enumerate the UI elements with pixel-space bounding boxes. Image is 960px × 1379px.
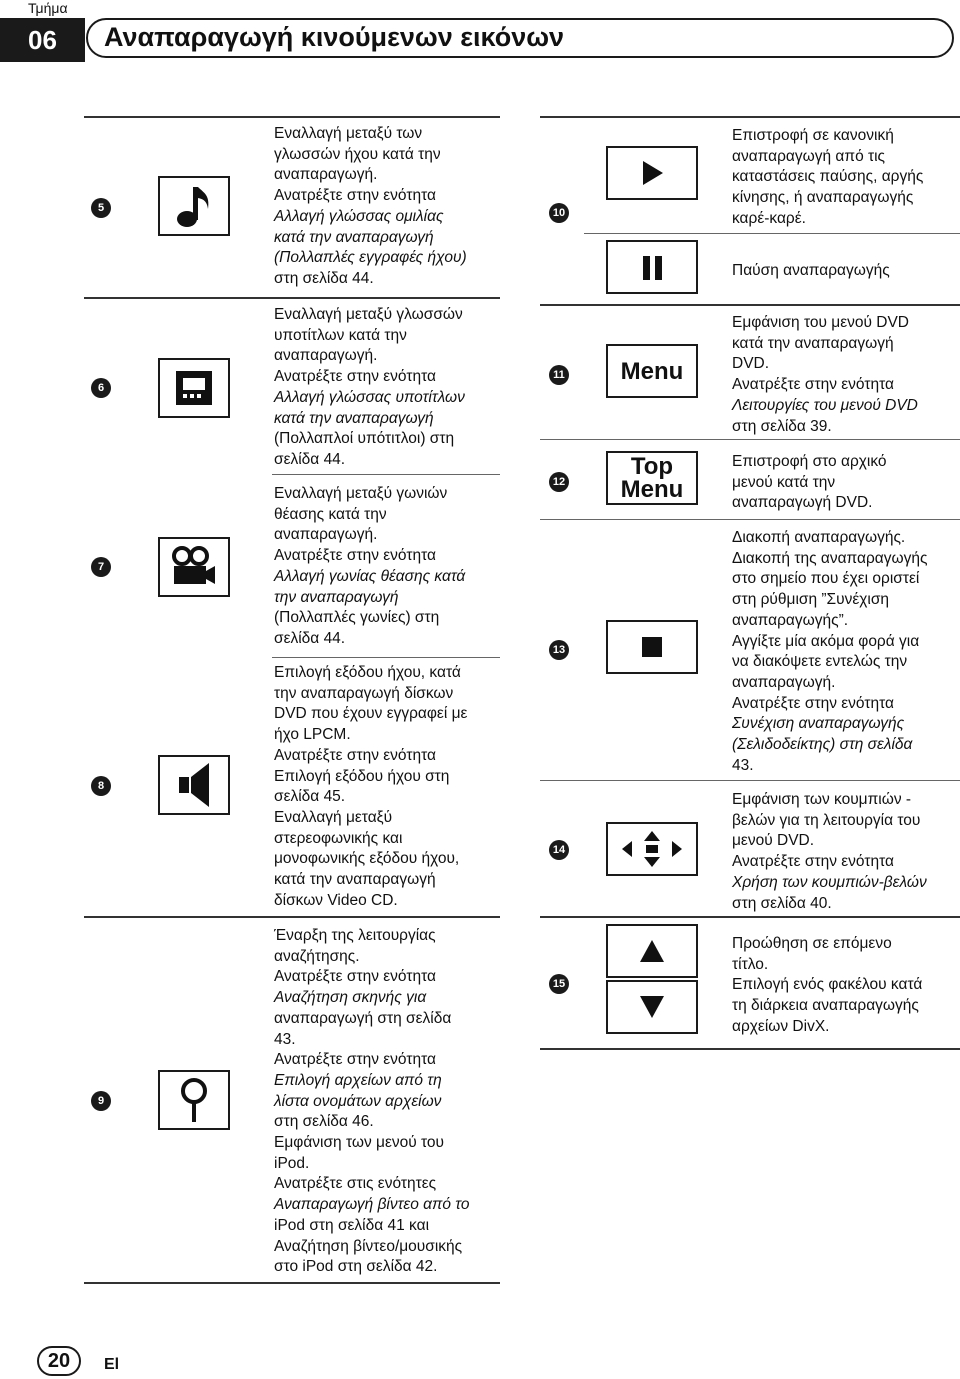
description-line: Προώθηση σε επόμενο	[732, 935, 892, 952]
description-line: στη σελίδα 44.	[274, 269, 374, 287]
down-arrow-icon[interactable]	[606, 980, 698, 1034]
description-line: γλωσσών ήχου κατά την	[274, 145, 441, 163]
row-number-badge: 5	[91, 198, 111, 218]
left-sub-rule	[272, 657, 500, 658]
row-description	[274, 926, 470, 1278]
description-line: Εμφάνιση του μενού DVD	[732, 314, 909, 331]
description-line: (Πολλαπλές γωνίες) στη	[274, 609, 440, 627]
description-line: κατά την αναπαραγωγή	[274, 409, 434, 427]
description-line: θέασης κατά την	[274, 505, 387, 523]
right-top-rule	[540, 116, 960, 118]
description-line: Αναζήτηση σκηνής για	[274, 989, 427, 1007]
page-number: 20	[37, 1346, 81, 1376]
description-line: σελίδα 44.	[274, 629, 346, 647]
description-line: Εμφάνιση των μενού του	[274, 1134, 445, 1152]
description-line: (Σελιδοδείκτης) στη σελίδα	[732, 736, 913, 754]
description-line: Ανατρέξτε στην ενότητα	[732, 853, 894, 871]
description-line: στη σελίδα 40.	[732, 894, 832, 912]
description-line: Εναλλαγή μεταξύ	[274, 808, 393, 826]
row-description	[732, 261, 890, 282]
search-magnifier-icon	[158, 1070, 230, 1130]
left-bottom-rule	[84, 1282, 500, 1284]
section-label: Τμήμα	[28, 0, 68, 16]
description-line: Αναπαραγωγή βίντεο από το	[274, 1196, 470, 1214]
description-line: Αλλαγή γλώσσας υποτίτλων	[274, 388, 465, 406]
row-number-badge: 10	[549, 203, 569, 223]
description-line: στη σελίδα 39.	[732, 417, 832, 435]
description-line: κατά την αναπαραγωγή	[732, 334, 894, 352]
row-number-badge: 8	[91, 776, 111, 796]
description-line: στο iPod στη σελίδα 42.	[274, 1258, 438, 1276]
description-line: μενού DVD.	[732, 832, 815, 850]
speaker-icon	[158, 755, 230, 815]
top-menu-icon[interactable]	[606, 451, 698, 505]
description-line: την αναπαραγωγή δίσκων	[274, 684, 454, 702]
description-line: Ανατρέξτε στην ενότητα	[274, 968, 436, 986]
description-line: Ανατρέξτε στην ενότητα	[274, 187, 436, 205]
description-line: την αναπαραγωγή	[274, 588, 399, 606]
row-description	[732, 934, 922, 1038]
description-line: Εναλλαγή μεταξύ των	[274, 125, 423, 142]
description-line: Επιλογή εξόδου ήχου, κατά	[274, 664, 461, 681]
row-number-badge: 14	[549, 840, 569, 860]
description-line: σελίδα 44.	[274, 450, 346, 468]
description-line: DVD.	[732, 355, 770, 373]
description-line: 43.	[732, 756, 754, 774]
menu-icon-label: Menu	[620, 357, 684, 385]
description-line: λίστα ονομάτων αρχείων	[274, 1092, 442, 1110]
row-description	[274, 663, 467, 911]
description-line: Επιλογή αρχείων από τη	[274, 1071, 442, 1089]
description-line: στη ρύθμιση ”Συνέχιση	[732, 591, 890, 609]
arrow-keys-icon[interactable]	[606, 822, 698, 876]
left-row-rule	[84, 916, 500, 918]
right-row-rule	[540, 439, 960, 440]
left-sub-rule	[272, 474, 500, 475]
top-menu-icon-label: Top Menu	[620, 453, 684, 503]
description-line: Παύση αναπαραγωγής	[732, 262, 890, 279]
description-line: Αλλαγή γλώσσας ομιλίας	[274, 207, 444, 225]
row-number-badge: 7	[91, 557, 111, 577]
description-line: Αναζήτηση βίντεο/μουσικής	[274, 1237, 463, 1255]
description-line: αναζήτησης.	[274, 947, 360, 965]
row-number-badge: 12	[549, 472, 569, 492]
row-description	[732, 528, 927, 776]
row-description	[274, 305, 465, 471]
description-line: μονοφωνικής εξόδου ήχου,	[274, 850, 460, 868]
description-line: Διακοπή της αναπαραγωγής	[732, 549, 928, 567]
row-description	[732, 452, 887, 514]
description-line: τη διάρκεια αναπαραγωγής	[732, 997, 919, 1015]
row-description	[274, 484, 465, 650]
description-line: Λειτουργίες του μενού DVD	[732, 396, 918, 414]
description-line: Εναλλαγή μεταξύ γλωσσών	[274, 306, 463, 323]
description-line: Ανατρέξτε στην ενότητα	[732, 694, 894, 712]
description-line: Ανατρέξτε στην ενότητα	[274, 1051, 436, 1069]
description-line: υποτίτλων κατά την	[274, 326, 407, 344]
language-code: El	[104, 1356, 120, 1373]
description-line: Ανατρέξτε στις ενότητες	[274, 1175, 437, 1193]
description-line: iPod.	[274, 1154, 310, 1172]
description-line: να διακόψετε εντελώς την	[732, 653, 908, 671]
row-number-badge: 6	[91, 378, 111, 398]
right-row-rule	[540, 780, 960, 781]
camera-angle-icon	[158, 537, 230, 597]
description-line: αναπαραγωγή.	[274, 347, 378, 365]
description-line: Χρήση των κουμπιών-βελών	[732, 873, 927, 891]
row-description	[732, 790, 927, 914]
description-line: αρχείων DivX.	[732, 1017, 830, 1035]
description-line: αναπαραγωγής”.	[732, 611, 849, 629]
description-line: αναπαραγωγή από τις	[732, 147, 886, 165]
row-number-badge: 15	[549, 974, 569, 994]
description-line: Επιστροφή σε κανονική	[732, 127, 894, 144]
description-line: καρέ-καρέ.	[732, 209, 806, 227]
description-line: καταστάσεις παύσης, αργής	[732, 168, 924, 186]
left-top-rule	[84, 116, 500, 118]
description-line: ήχο LPCM.	[274, 726, 351, 744]
description-line: Αγγίξτε μία ακόμα φορά για	[732, 632, 920, 650]
description-line: 43.	[274, 1030, 296, 1048]
description-line: αναπαραγωγή στη σελίδα	[274, 1009, 452, 1027]
description-line: κατά την αναπαραγωγή	[274, 871, 436, 889]
description-line: κίνησης, ή αναπαραγωγής	[732, 189, 914, 207]
left-row-rule	[84, 297, 500, 299]
row-description	[274, 124, 467, 290]
description-line: Συνέχιση αναπαραγωγής	[732, 715, 905, 733]
description-line: Εναλλαγή μεταξύ γωνιών	[274, 485, 448, 502]
description-line: Εμφάνιση των κουμπιών -	[732, 791, 912, 808]
right-bottom-rule	[540, 1048, 960, 1050]
row-number-badge: 13	[549, 640, 569, 660]
description-line: Επιστροφή στο αρχικό	[732, 453, 887, 470]
pause-icon[interactable]	[606, 240, 698, 294]
description-line: σελίδα 45.	[274, 788, 346, 806]
description-line: Ανατρέξτε στην ενότητα	[274, 746, 436, 764]
section-number: 06	[0, 18, 85, 62]
description-line: δίσκων Video CD.	[274, 891, 398, 909]
description-line: στο σημείο που έχει οριστεί	[732, 570, 920, 588]
description-line: Ανατρέξτε στην ενότητα	[274, 547, 436, 565]
description-line: αναπαραγωγή.	[274, 166, 378, 184]
description-line: αναπαραγωγή DVD.	[732, 494, 873, 512]
description-line: βελών για τη λειτουργία του	[732, 811, 921, 829]
description-line: Έναρξη της λειτουργίας	[274, 927, 436, 944]
description-line: DVD που έχουν εγγραφεί με	[274, 705, 468, 723]
description-line: κατά την αναπαραγωγή	[274, 228, 434, 246]
description-line: Επιλογή ενός φακέλου κατά	[732, 976, 923, 994]
play-icon[interactable]	[606, 146, 698, 200]
description-line: Διακοπή αναπαραγωγής.	[732, 529, 906, 546]
stop-icon[interactable]	[606, 620, 698, 674]
right-row-rule	[540, 304, 960, 306]
up-arrow-icon[interactable]	[606, 924, 698, 978]
description-line: Επιλογή εξόδου ήχου στη	[274, 767, 450, 785]
description-line: τίτλο.	[732, 955, 769, 973]
right-sub-rule	[584, 233, 960, 234]
right-row-rule	[540, 519, 960, 520]
description-line: Ανατρέξτε στην ενότητα	[732, 376, 894, 394]
description-line: Ανατρέξτε στην ενότητα	[274, 368, 436, 386]
row-number-badge: 11	[549, 365, 569, 385]
row-description	[732, 313, 918, 437]
description-line: μενού κατά την	[732, 473, 836, 491]
description-line: (Πολλαπλοί υπότιτλοι) στη	[274, 430, 455, 448]
music-note-icon	[158, 176, 230, 236]
description-line: αναπαραγωγή.	[274, 526, 378, 544]
description-line: στη σελίδα 46.	[274, 1113, 374, 1131]
subtitle-icon	[158, 358, 230, 418]
row-description	[732, 126, 923, 230]
right-row-rule	[540, 916, 960, 918]
description-line: Αλλαγή γωνίας θέασης κατά	[274, 567, 466, 585]
page-title: Αναπαραγωγή κινούμενων εικόνων	[104, 22, 565, 52]
menu-icon[interactable]	[606, 344, 698, 398]
description-line: (Πολλαπλές εγγραφές ήχου)	[274, 249, 467, 267]
description-line: στερεοφωνικής και	[274, 829, 403, 847]
row-number-badge: 9	[91, 1091, 111, 1111]
description-line: αναπαραγωγή.	[732, 673, 836, 691]
description-line: iPod στη σελίδα 41 και	[274, 1216, 430, 1234]
